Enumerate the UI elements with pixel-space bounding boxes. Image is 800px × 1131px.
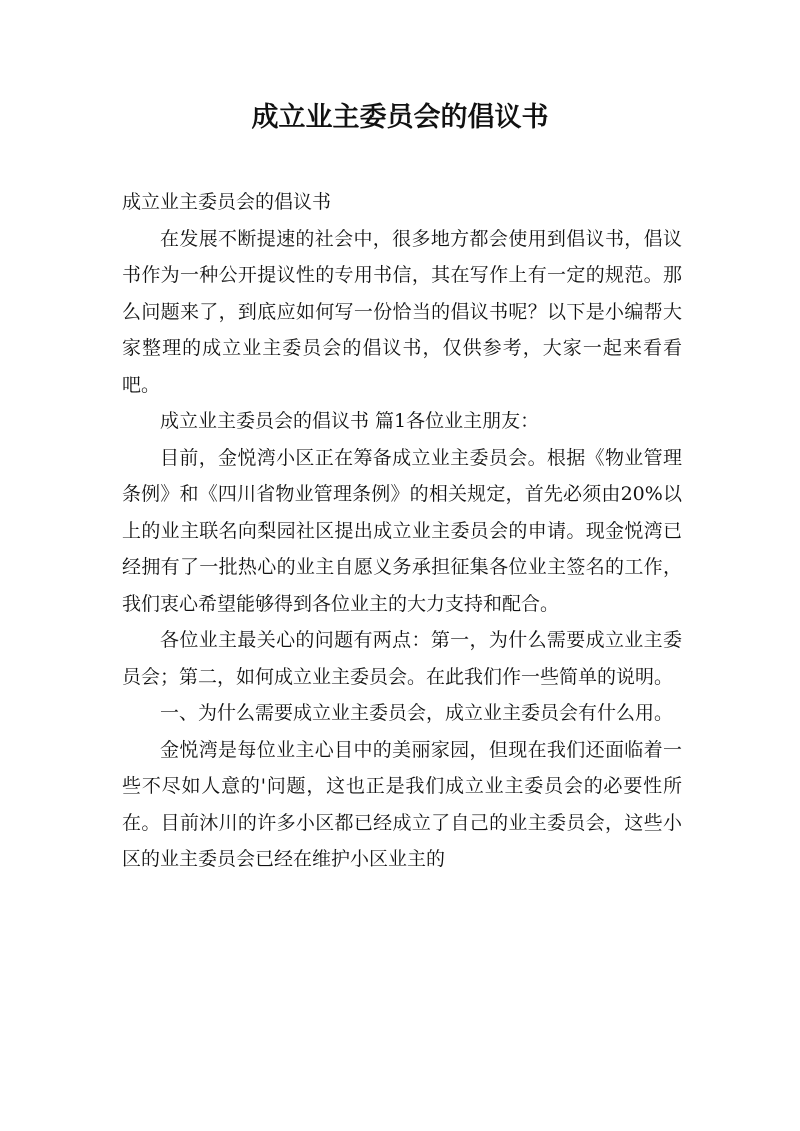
document-body: [122, 184, 682, 878]
paragraph-question-one: 一、为什么需要成立业主委员会，成立业主委员会有什么用。: [160, 702, 674, 724]
paragraph-background: 目前，金悦湾小区正在筹备成立业主委员会。根据《物业管理条例》和《四川省物业管理条例》的相关规定，首先必须由20%以上的业主联名向梨园社区提出成立业主委员会的申请。现金悦湾已经拥有了一批热心的业主自愿义务承担征集各位业主签名的工作，我们衷心希望能够得到各位业主的大力支持和配合。: [122, 446, 682, 615]
paragraph-necessity: 金悦湾是每位业主心目中的美丽家园，但现在我们还面临着一些不尽如人意的'问题，这也正是我们成立业主委员会的必要性所在。目前沐川的许多小区都已经成立了自己的业主委员会，这些小区的业主委员会已经在维护小区业主的: [122, 738, 682, 870]
paragraph-concerns: 各位业主最关心的问题有两点：第一，为什么需要成立业主委员会；第二，如何成立业主委员会。在此我们作一些简单的说明。: [122, 629, 682, 688]
document-title: 成立业主委员会的倡议书: [251, 102, 549, 133]
paragraph-section-heading: 成立业主委员会的倡议书 篇1各位业主朋友：: [160, 410, 540, 432]
paragraph-intro: 在发展不断提速的社会中，很多地方都会使用到倡议书，倡议书作为一种公开提议性的专用书信，其在写作上有一定的规范。那么问题来了，到底应如何写一份恰当的倡议书呢？以下是小编帮大家整理的成立业主委员会的倡议书，仅供参考，大家一起来看看吧。: [122, 227, 682, 396]
body-heading: 成立业主委员会的倡议书: [122, 191, 332, 213]
